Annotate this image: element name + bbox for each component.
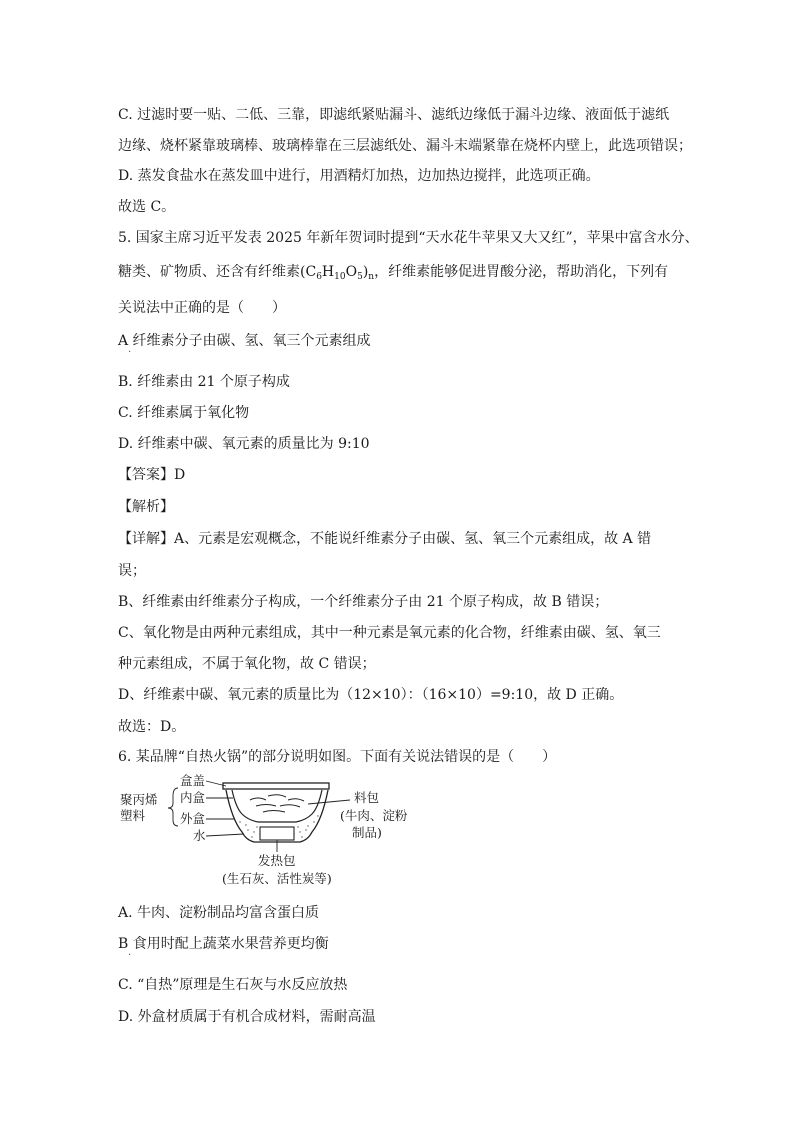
q5-detail-line4: C、氧化物是由两种元素组成，其中一种元素是氧元素的化合物，纤维素由碳、氢、氧三 bbox=[118, 625, 661, 641]
q6-option-b: B 食用时配上蔬菜水果营养更均衡 bbox=[118, 936, 329, 952]
material-label-line1: 聚丙烯 bbox=[120, 792, 158, 807]
q6-option-c: C. “自热”原理是生石灰与水反应放热 bbox=[118, 977, 348, 993]
leader-lines bbox=[206, 781, 350, 852]
q5-option-c: C. 纤维素属于氧化物 bbox=[118, 405, 250, 421]
q6-option-d: D. 外盒材质属于有机合成材料，需耐高温 bbox=[118, 1009, 376, 1025]
q5-detail-line5: 种元素组成，不属于氧化物，故 C 错误； bbox=[118, 656, 376, 672]
q5-answer: 【答案】D bbox=[118, 467, 186, 483]
q5-detail-line2: 误； bbox=[118, 563, 146, 579]
water-label: 水 bbox=[193, 828, 206, 843]
q5-stem-line1: 5. 国家主席习近平发表 2025 年新年贺词时提到“天水花牛苹果又大又红”，苹果中富含水分、 bbox=[118, 230, 699, 246]
q5-option-b: B. 纤维素由 21 个原子构成 bbox=[118, 374, 290, 390]
q5-conclusion: 故选：D。 bbox=[118, 719, 186, 735]
lid-shape bbox=[223, 783, 329, 789]
q5-option-a-dot: · bbox=[128, 347, 132, 358]
heater-pack-shape bbox=[260, 827, 294, 840]
food-strokes bbox=[250, 795, 304, 812]
cellulose-formula: $(C_6H_{10}O_5)_n$ bbox=[300, 264, 375, 282]
q4-option-c-line2: 边缘、烧杯紧靠玻璃棒、玻璃棒靠在三层滤纸处、漏斗末端紧靠在烧杯内壁上，此选项错误； bbox=[118, 138, 692, 154]
inner-box-label: 内盒 bbox=[180, 790, 206, 805]
self-heating-hotpot-diagram bbox=[118, 770, 448, 892]
q5-stem-line2-pre: 糖类、矿物质、还含有纤维素 bbox=[118, 264, 300, 280]
q5-stem-line2 bbox=[118, 262, 668, 282]
q6-option-a: A. 牛肉、淀粉制品均富含蛋白质 bbox=[118, 905, 320, 921]
q5-detail-line6: D、纤维素中碳、氧元素的质量比为（12×10）：（16×10）=9:10，故 D 正确。 bbox=[118, 687, 624, 703]
material-label-line2: 塑料 bbox=[120, 808, 146, 823]
material-brace bbox=[168, 788, 178, 826]
q5-analysis-title: 【解析】 bbox=[118, 499, 174, 515]
ingredient-label: 料包 bbox=[354, 790, 380, 805]
q6-stem: 6. 某品牌“自热火锅”的部分说明如图。下面有关说法错误的是（ ） bbox=[118, 749, 557, 765]
lid-label: 盒盖 bbox=[180, 773, 206, 788]
q4-option-c-line1: C. 过滤时要一贴、二低、三靠，即滤纸紧贴漏斗、滤纸边缘低于漏斗边缘、液面低于滤纸 bbox=[118, 107, 670, 123]
heater-detail-label: (生石灰、活性炭等) bbox=[222, 871, 332, 886]
ingredient-detail-line2: 制品) bbox=[352, 825, 382, 840]
q5-option-d: D. 纤维素中碳、氧元素的质量比为 9:10 bbox=[118, 436, 370, 452]
ingredient-detail-line1: (牛肉、淀粉 bbox=[340, 808, 408, 823]
q5-stem-line3: 关说法中正确的是（ ） bbox=[118, 300, 286, 316]
q4-conclusion: 故选 C。 bbox=[118, 199, 176, 215]
q4-option-d: D. 蒸发食盐水在蒸发皿中进行，用酒精灯加热，边加热边搅拌，此选项正确。 bbox=[118, 168, 600, 184]
q5-detail-line1: 【详解】A、元素是宏观概念，不能说纤维素分子由碳、氢、氧三个元素组成，故 A 错 bbox=[118, 531, 652, 547]
q5-stem-line2-post: ，纤维素能够促进胃酸分泌，帮助消化，下列有 bbox=[374, 264, 669, 280]
q5-option-a: A 纤维素分子由碳、氢、氧三个元素组成 bbox=[118, 333, 371, 349]
outer-box-label: 外盒 bbox=[180, 811, 206, 826]
q5-detail-line3: B、纤维素由纤维素分子构成，一个纤维素分子由 21 个原子构成，故 B 错误； bbox=[118, 594, 609, 610]
q6-option-b-dot: · bbox=[128, 950, 132, 961]
heater-label: 发热包 bbox=[258, 853, 296, 868]
